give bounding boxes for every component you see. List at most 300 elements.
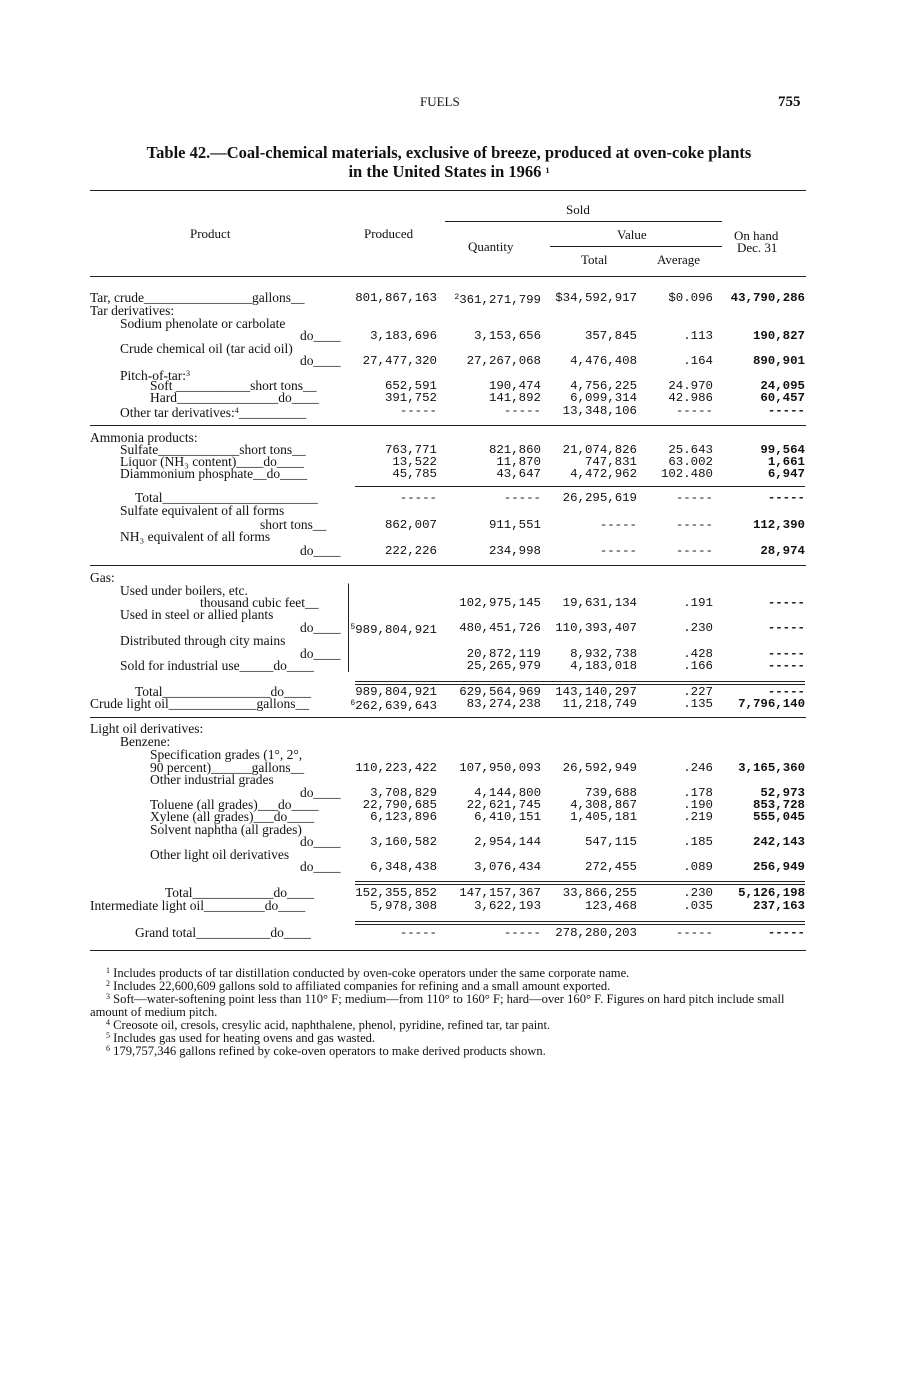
cell-value: 190,827 (752, 329, 805, 343)
row-label (90, 572, 115, 584)
cell-on-hand (731, 292, 805, 304)
row-label-text: do____ (300, 646, 341, 661)
cell-value: 262,639,643 (355, 699, 437, 713)
cell-on-hand (738, 887, 805, 899)
cell-value: ----- (767, 621, 805, 635)
cell-value: ----- (767, 404, 805, 418)
cell-value: 99,564 (760, 443, 805, 457)
cell-value: 7,796,140 (738, 697, 805, 711)
cell-value: .035 (683, 899, 713, 913)
footnote-text: Soft—water-softening point less than 110° F; medium—from 110° to 160° F; hard—over 160° F. Figures on hard pitch include small amount of medium pitch. (90, 992, 785, 1019)
cell-value: 3,165,360 (738, 761, 805, 775)
cell-value: 3,708,829 (370, 786, 437, 800)
row-label-text: Total____________do____ (165, 885, 315, 900)
row-label-text: do____ (300, 785, 341, 800)
total-rule (355, 924, 805, 925)
cell-value: 890,901 (752, 354, 805, 368)
cell-produced (355, 292, 437, 304)
cell-produced (355, 686, 437, 698)
cell-value: 45,785 (392, 467, 437, 481)
cell-value: 1,661 (767, 455, 805, 469)
cell-produced (355, 762, 437, 774)
footnote-mark: 3 (106, 992, 110, 1001)
cell-value: 5,126,198 (738, 886, 805, 900)
table-title (90, 144, 808, 181)
cell-total (570, 468, 637, 480)
section-rule (90, 565, 806, 566)
cell-value: 43,790,286 (730, 291, 805, 305)
cell-value: 52,973 (760, 786, 805, 800)
cell-value: 25,265,979 (466, 659, 541, 673)
cell-value: 222,226 (384, 544, 437, 558)
cell-value: ----- (599, 544, 637, 558)
cell-total (570, 355, 637, 367)
cell-value: ----- (767, 926, 805, 940)
cell-total (563, 762, 637, 774)
row-label-text: Solvent naphtha (all grades) (150, 822, 302, 837)
cell-total (555, 622, 637, 634)
cell-value: 25.643 (668, 443, 713, 457)
table-title-line-2 (90, 162, 808, 181)
cell-quantity (474, 836, 541, 848)
col-header-total: Total (581, 252, 608, 267)
cell-value: 107,950,093 (459, 761, 541, 775)
cell-value: 13,348,106 (562, 404, 637, 418)
cell-quantity (459, 622, 541, 634)
cell-value: .428 (683, 647, 713, 661)
cell-value: 6,348,438 (370, 860, 437, 874)
cell-total (563, 492, 637, 504)
row-label-text: Liquor (NH₃ content)____do____ (120, 454, 304, 469)
cell-average (676, 405, 713, 417)
cell-on-hand (760, 545, 805, 557)
row-label-text: Tar, crude________________gallons__ (90, 290, 305, 305)
cell-value: 143,140,297 (555, 685, 637, 699)
row-label-text: Crude chemical oil (tar acid oil) (120, 341, 293, 356)
cell-value: ----- (599, 518, 637, 532)
cell-value: 357,845 (584, 329, 637, 343)
cell-quantity (459, 762, 541, 774)
cell-value: 102,975,145 (459, 596, 541, 610)
footnote-text: Includes gas used for heating ovens and gas wasted. (113, 1031, 376, 1045)
row-label (150, 849, 289, 861)
cell-value: 42.986 (668, 391, 713, 405)
row-label-text: Sulfate equivalent of all forms (120, 503, 285, 518)
cell-value: ----- (767, 596, 805, 610)
cell-on-hand (768, 622, 805, 634)
cell-value: ----- (675, 404, 713, 418)
row-label-text: short tons__ (260, 517, 327, 532)
cell-value: 27,477,320 (362, 354, 437, 368)
sold-rule (445, 221, 722, 222)
cell-value: 11,218,749 (562, 697, 637, 711)
cell-value: 110,393,407 (555, 621, 637, 635)
row-label (300, 861, 341, 873)
cell-value: .227 (683, 685, 713, 699)
cell-value: .135 (683, 697, 713, 711)
cell-quantity (467, 355, 541, 367)
cell-average (683, 622, 713, 634)
cell-value: 547,115 (584, 835, 637, 849)
row-label-text: Specification grades (1°, 2°, (150, 747, 303, 762)
footnote-text: Creosote oil, cresols, cresylic acid, naphthalene, phenol, pyridine, refined tar, tar paint. (113, 1018, 551, 1032)
cell-on-hand (753, 861, 805, 873)
row-label-text: Sold for industrial use_____do____ (120, 658, 314, 673)
cell-value: ----- (399, 404, 437, 418)
cell-average (676, 927, 713, 939)
cell-value: .190 (683, 798, 713, 812)
cell-value: 26,295,619 (562, 491, 637, 505)
cell-produced (370, 861, 437, 873)
row-label-text: do____ (300, 353, 341, 368)
cell-value: ----- (399, 491, 437, 505)
total-rule (355, 681, 805, 682)
footnote-ref: 6 (350, 699, 356, 708)
col-header-average: Average (657, 252, 701, 267)
row-label-text: Gas: (90, 570, 115, 585)
cell-value: 853,728 (752, 798, 805, 812)
cell-value: 747,831 (584, 455, 637, 469)
running-head: FUELS (420, 94, 460, 109)
cell-average (683, 597, 713, 609)
footnote-mark: 6 (106, 1044, 110, 1053)
cell-value: 1,405,181 (570, 810, 637, 824)
cell-value: .178 (683, 786, 713, 800)
cell-produced (385, 545, 437, 557)
total-rule (355, 881, 805, 882)
cell-value: 4,144,800 (474, 786, 541, 800)
cell-value: 110,223,422 (355, 761, 437, 775)
cell-value: ----- (675, 518, 713, 532)
row-label-text: Sulfate____________short tons__ (120, 442, 306, 457)
cell-value: 242,143 (752, 835, 805, 849)
cell-value: 190,474 (488, 379, 541, 393)
cell-value: 20,872,119 (466, 647, 541, 661)
row-label (300, 330, 341, 342)
cell-value: 480,451,726 (459, 621, 541, 635)
cell-value: 3,622,193 (474, 899, 541, 913)
row-label (300, 355, 341, 367)
cell-value: 234,998 (488, 544, 541, 558)
cell-value: ----- (675, 491, 713, 505)
row-label (120, 660, 314, 672)
cell-on-hand (753, 519, 805, 531)
cell-value: 21,074,826 (562, 443, 637, 457)
cell-total (600, 519, 637, 531)
row-label-text: Tar derivatives: (90, 303, 175, 318)
cell-value: 4,472,962 (570, 467, 637, 481)
row-label-text: do____ (300, 328, 341, 343)
table-title-line-2-text: in the United States in 1966 (348, 162, 542, 181)
cell-value: 989,804,921 (355, 623, 437, 637)
cell-value: 141,892 (488, 391, 541, 405)
footnote (90, 990, 810, 1019)
cell-average (676, 492, 713, 504)
row-label (300, 622, 341, 634)
cell-average (668, 292, 713, 304)
value-rule (550, 246, 722, 247)
row-label (300, 836, 341, 848)
cell-quantity (496, 468, 541, 480)
cell-value: 27,267,068 (466, 354, 541, 368)
cell-average (683, 836, 713, 848)
col-header-product: Product (190, 226, 231, 241)
row-label-text: 90 percent)______gallons__ (150, 760, 305, 775)
row-label-text: Benzene: (120, 734, 171, 749)
cell-value: 5,978,308 (370, 899, 437, 913)
cell-value: .113 (683, 329, 713, 343)
cell-quantity (467, 698, 541, 710)
cell-produced (385, 392, 437, 404)
row-label-text: Total_______________________ (135, 490, 318, 505)
cell-quantity (504, 927, 541, 939)
cell-value: 4,308,867 (570, 798, 637, 812)
cell-value: 6,410,151 (474, 810, 541, 824)
footnote-text: Includes 22,600,609 gallons sold to affiliated companies for refining and a small amount exported. (113, 979, 611, 993)
cell-produced (355, 887, 437, 899)
page-number: 755 (778, 94, 801, 110)
cell-average (683, 900, 713, 912)
cell-quantity (459, 887, 541, 899)
cell-value: 4,476,408 (570, 354, 637, 368)
cell-value: 123,468 (584, 899, 637, 913)
cell-average (683, 330, 713, 342)
cell-quantity (489, 392, 541, 404)
cell-average (676, 519, 713, 531)
col-header-dec-31: Dec. 31 (737, 240, 778, 255)
cell-on-hand (738, 762, 805, 774)
gas-group-brace (343, 583, 349, 672)
cell-value: 652,591 (384, 379, 437, 393)
total-rule (355, 486, 805, 487)
cell-value: 63.002 (668, 455, 713, 469)
row-label (150, 774, 274, 786)
cell-produced (400, 492, 437, 504)
row-label (120, 505, 284, 517)
cell-value: $34,592,917 (555, 291, 637, 305)
cell-produced (350, 622, 437, 636)
cell-value: 4,183,018 (570, 659, 637, 673)
cell-value: ----- (503, 926, 541, 940)
cell-average (683, 811, 713, 823)
cell-total (570, 660, 637, 672)
row-label-text: Crude light oil_____________gallons__ (90, 696, 309, 711)
footnote-mark: 5 (106, 1031, 110, 1040)
cell-quantity (474, 330, 541, 342)
cell-value: 60,457 (760, 391, 805, 405)
cell-value: ----- (399, 926, 437, 940)
cell-produced (392, 468, 437, 480)
cell-on-hand (753, 355, 805, 367)
header-bottom-rule (90, 276, 806, 277)
cell-value: 278,280,203 (555, 926, 637, 940)
total-rule (355, 884, 805, 885)
cell-value: 28,974 (760, 544, 805, 558)
cell-value: 763,771 (384, 443, 437, 457)
cell-on-hand (760, 392, 805, 404)
cell-average (661, 468, 713, 480)
row-label (150, 392, 319, 404)
footnote-mark: 2 (106, 979, 110, 988)
row-label-text: Hard_______________do____ (150, 390, 319, 405)
cell-value: 391,752 (384, 391, 437, 405)
cell-average (683, 698, 713, 710)
cell-average (683, 660, 713, 672)
footnote-mark: 1 (106, 966, 110, 975)
cell-on-hand (753, 811, 805, 823)
row-label-text: Other light oil derivatives (150, 847, 290, 862)
cell-value: 22,790,685 (362, 798, 437, 812)
cell-total (563, 698, 637, 710)
footnote-text: 179,757,346 gallons refined by coke-oven operators to make derived products shown. (113, 1044, 546, 1058)
row-label (120, 318, 285, 330)
cell-total (563, 887, 637, 899)
row-label (120, 343, 293, 355)
cell-total (585, 836, 637, 848)
cell-quantity (467, 660, 541, 672)
cell-on-hand (768, 468, 805, 480)
cell-quantity (489, 545, 541, 557)
cell-average (683, 355, 713, 367)
section-rule (90, 425, 806, 426)
cell-value: .166 (683, 659, 713, 673)
cell-average (676, 545, 713, 557)
col-header-produced: Produced (364, 226, 414, 241)
cell-average (683, 887, 713, 899)
row-label-text: Toluene (all grades)___do____ (150, 797, 319, 812)
row-label-text: Sodium phenolate or carbolate (120, 316, 286, 331)
cell-value: 24,095 (760, 379, 805, 393)
cell-produced (370, 836, 437, 848)
cell-quantity (454, 292, 541, 306)
cell-value: 43,647 (496, 467, 541, 481)
cell-quantity (474, 861, 541, 873)
row-label-text: Total________________do____ (135, 684, 312, 699)
row-label-text: do____ (300, 834, 341, 849)
cell-produced (400, 405, 437, 417)
cell-value: .230 (683, 886, 713, 900)
row-label (300, 545, 341, 557)
cell-value: 911,551 (488, 518, 541, 532)
cell-value: 19,631,134 (562, 596, 637, 610)
cell-on-hand (753, 900, 805, 912)
cell-value: .246 (683, 761, 713, 775)
cell-value: 112,390 (752, 518, 805, 532)
cell-value: 22,621,745 (466, 798, 541, 812)
cell-value: 2,954,144 (474, 835, 541, 849)
row-label-text: thousand cubic feet__ (200, 595, 319, 610)
cell-quantity (504, 405, 541, 417)
cell-value: ----- (767, 647, 805, 661)
cell-quantity (504, 492, 541, 504)
cell-value: 6,123,896 (370, 810, 437, 824)
cell-quantity (474, 900, 541, 912)
row-label-text: Xylene (all grades)___do____ (150, 809, 315, 824)
cell-value: 821,860 (488, 443, 541, 457)
cell-value: 152,355,852 (355, 886, 437, 900)
cell-value: 272,455 (584, 860, 637, 874)
col-header-sold: Sold (566, 202, 590, 217)
section-rule (90, 717, 806, 718)
cell-value: 237,163 (752, 899, 805, 913)
row-label (120, 531, 270, 543)
cell-value: 26,592,949 (562, 761, 637, 775)
row-label-text: Other industrial grades (150, 772, 274, 787)
cell-on-hand (768, 405, 805, 417)
cell-value: 83,274,238 (466, 697, 541, 711)
cell-on-hand (753, 330, 805, 342)
cell-value: 3,183,696 (370, 329, 437, 343)
row-label-text: do____ (300, 543, 341, 558)
cell-produced (350, 698, 437, 712)
cell-produced (385, 519, 437, 531)
cell-total (563, 597, 637, 609)
cell-quantity (474, 811, 541, 823)
cell-value: .219 (683, 810, 713, 824)
cell-produced (363, 355, 437, 367)
cell-average (668, 392, 713, 404)
cell-value: .185 (683, 835, 713, 849)
row-label (90, 698, 309, 710)
row-label-text: do____ (300, 620, 341, 635)
cell-value: .164 (683, 354, 713, 368)
cell-value: .191 (683, 596, 713, 610)
cell-on-hand (768, 492, 805, 504)
cell-value: ----- (767, 659, 805, 673)
cell-on-hand (738, 698, 805, 710)
cell-value: 147,157,367 (459, 886, 541, 900)
row-label-text: Diammonium phosphate__do____ (120, 466, 308, 481)
cell-total (563, 405, 637, 417)
cell-value: 102.480 (660, 467, 713, 481)
row-label-text: Distributed through city mains (120, 633, 286, 648)
cell-value: 555,045 (752, 810, 805, 824)
row-label-text: Other tar derivatives: (120, 405, 235, 420)
cell-produced (370, 900, 437, 912)
cell-on-hand (753, 836, 805, 848)
footnote-mark: 4 (106, 1018, 110, 1027)
footnote-ref: 5 (350, 623, 356, 632)
cell-value: 739,688 (584, 786, 637, 800)
cell-produced (370, 330, 437, 342)
cell-on-hand (768, 597, 805, 609)
cell-produced (370, 811, 437, 823)
footnote-text: Includes products of tar distillation conducted by oven-coke operators under the same corporate name. (113, 966, 630, 980)
cell-value: .089 (683, 860, 713, 874)
cell-produced (400, 927, 437, 939)
row-label (90, 900, 305, 912)
total-rule (355, 684, 805, 685)
cell-value: ----- (503, 491, 541, 505)
cell-value: $0.096 (668, 291, 713, 305)
row-label-text: Pitch-of-tar: (120, 368, 186, 383)
row-label-text: Used in steel or allied plants (120, 607, 274, 622)
cell-value: ----- (503, 404, 541, 418)
row-label-leader: __________ (238, 405, 307, 420)
cell-value: 4,756,225 (570, 379, 637, 393)
row-label-text: Light oil derivatives: (90, 721, 204, 736)
footnote-ref: 3 (185, 369, 190, 378)
row-label-text: do____ (300, 859, 341, 874)
cell-value: ----- (767, 685, 805, 699)
cell-total (585, 330, 637, 342)
cell-total (585, 861, 637, 873)
cell-value: ----- (675, 544, 713, 558)
total-rule (355, 921, 805, 922)
footnote-ref: 2 (454, 293, 460, 302)
cell-value: 361,271,799 (459, 293, 541, 307)
cell-value: 24.970 (668, 379, 713, 393)
